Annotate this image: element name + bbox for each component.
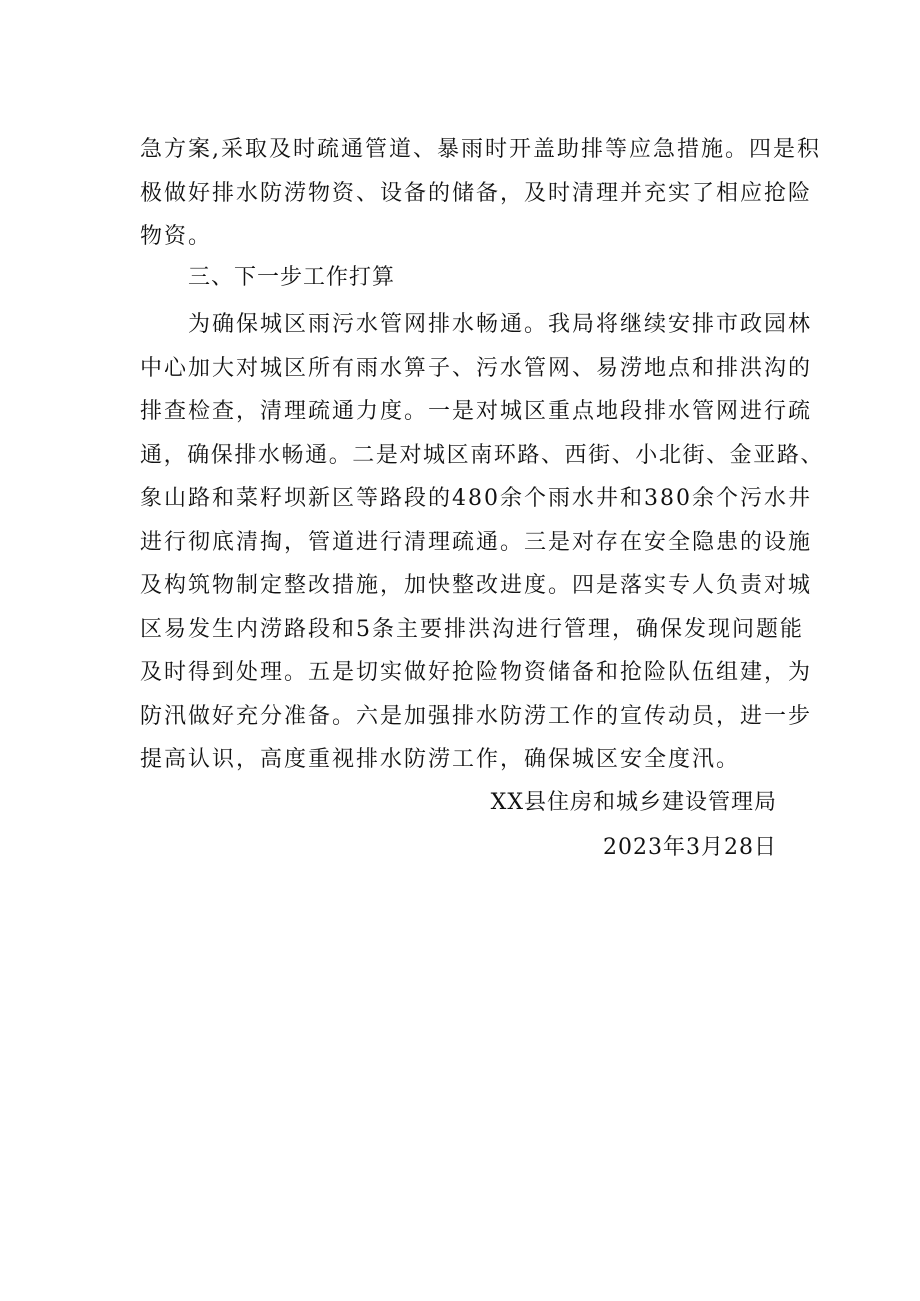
signature-date: 2023年3月28日 bbox=[603, 835, 777, 860]
paragraph-line: 防汛做好充分准备。六是加强排水防涝工作的宣传动员，进一步 bbox=[140, 703, 813, 729]
paragraph-line: 及时得到处理。五是切实做好抢险物资储备和抢险队伍组建，为 bbox=[140, 660, 813, 685]
plan-paragraph bbox=[140, 303, 825, 782]
paragraph-line: 急方案,采取及时疏通管道、暴雨时开盖助排等应急措施。四是积 bbox=[140, 137, 821, 162]
paragraph-line: 提高认识，高度重视排水防涝工作，确保城区安全度汛。 bbox=[140, 747, 741, 772]
paragraph-line: 物资。 bbox=[140, 224, 213, 249]
paragraph-line: 中心加大对城区所有雨水箅子、污水管网、易涝地点和排洪沟的 bbox=[140, 355, 813, 381]
signature-organization: XX县住房和城乡建设管理局 bbox=[490, 790, 777, 815]
paragraph-line: 为确保城区雨污水管网排水畅通。我局将继续安排市政园林 bbox=[188, 312, 813, 337]
paragraph-line: 极做好排水防涝物资、设备的储备，及时清理并充实了相应抢险 bbox=[140, 180, 813, 206]
paragraph-line: 排查检查，清理疏通力度。一是对城区重点地段排水管网进行疏 bbox=[140, 399, 813, 424]
paragraph-line: 区易发生内涝路段和5条主要排洪沟进行管理，确保发现问题能 bbox=[140, 616, 804, 642]
paragraph-line: 及构筑物制定整改措施，加快整改进度。四是落实专人负责对城 bbox=[140, 573, 813, 598]
continuation-paragraph bbox=[140, 128, 821, 259]
paragraph-line: 通，确保排水畅通。二是对城区南环路、西街、小北街、金亚路、 bbox=[140, 442, 825, 468]
paragraph-line: 象山路和菜籽坝新区等路段的480余个雨水井和380余个污水井 bbox=[140, 486, 812, 511]
section-heading: 三、下一步工作打算 bbox=[188, 265, 396, 290]
paragraph-line: 进行彻底清掏，管道进行清理疏通。三是对存在安全隐患的设施 bbox=[140, 529, 813, 555]
